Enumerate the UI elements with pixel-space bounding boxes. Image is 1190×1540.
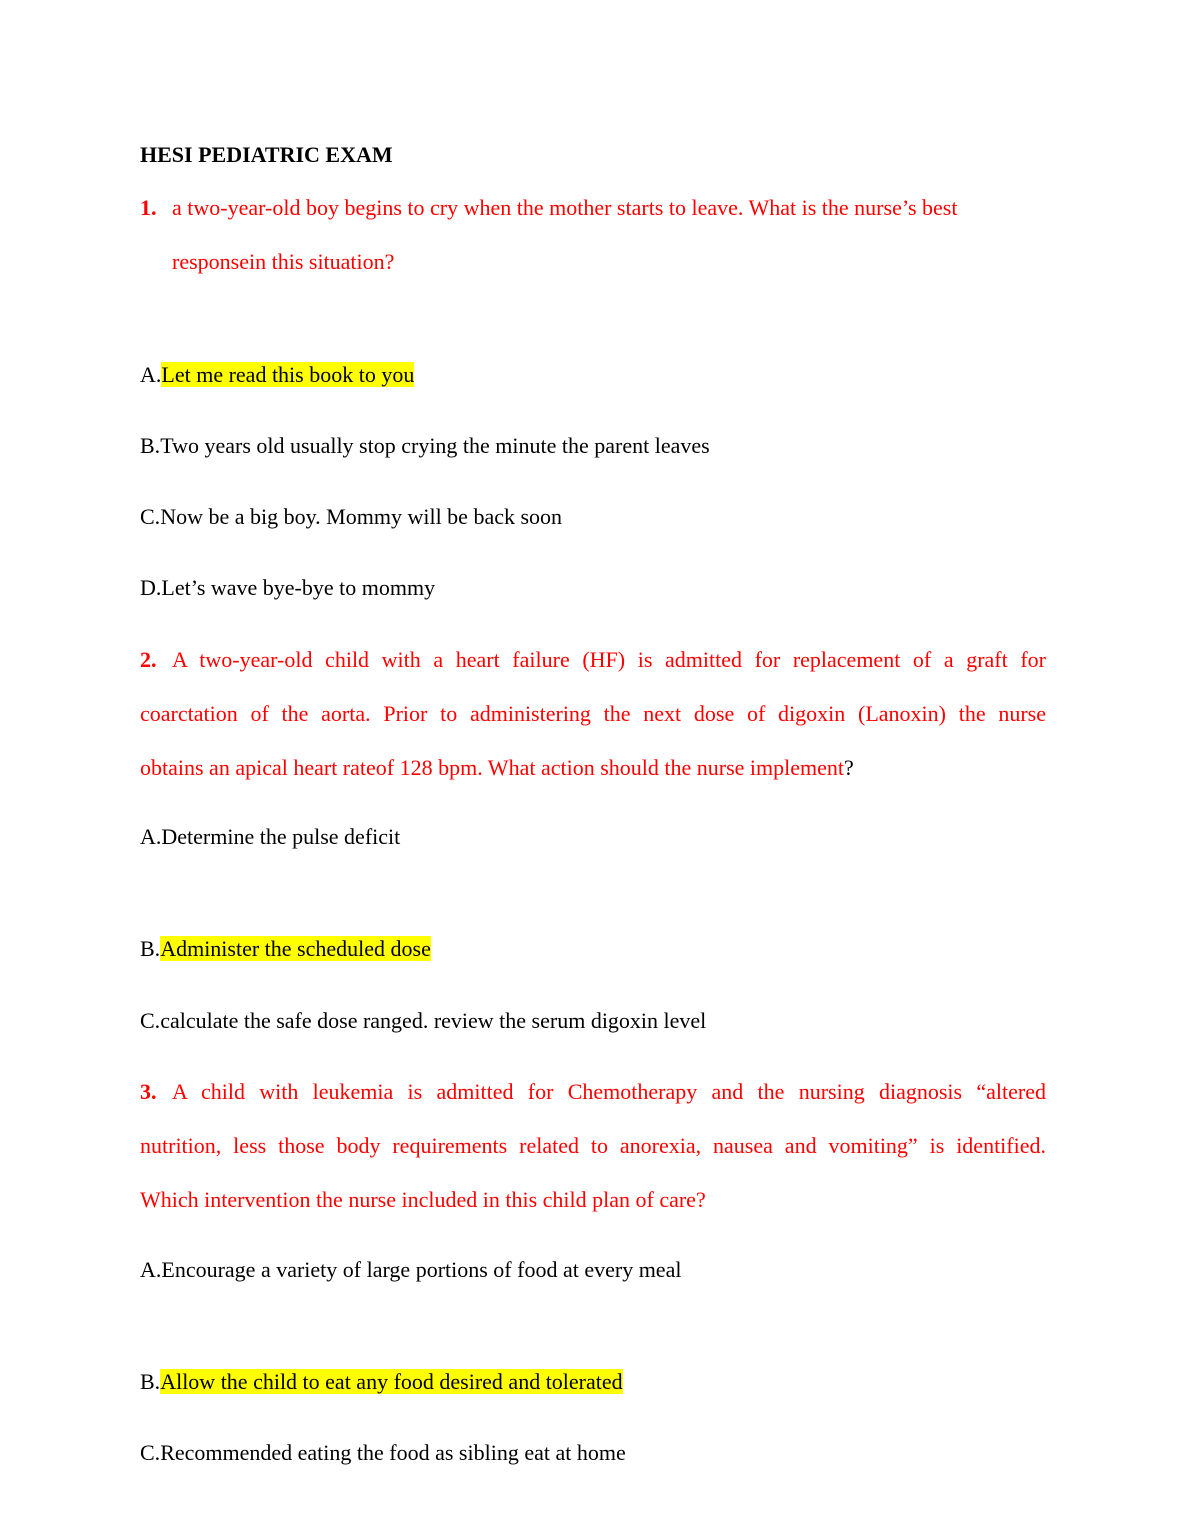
option-letter: A. <box>140 1257 162 1282</box>
option-text-highlighted: Allow the child to eat any food desired and tolerated <box>160 1369 623 1394</box>
option-letter: C. <box>140 1440 161 1465</box>
question-2-option-b <box>140 935 431 963</box>
option-letter: C. <box>140 1008 161 1033</box>
option-text: Determine the pulse deficit <box>161 824 401 849</box>
question-1-option-a <box>140 361 414 389</box>
question-1-option-b <box>140 432 710 460</box>
option-text: Let’s wave bye-bye to mommy <box>161 575 436 600</box>
option-text: Recommended eating the food as sibling eat at home <box>160 1440 626 1465</box>
question-2-trailing-mark: ? <box>844 755 854 780</box>
question-3-line-2: nutrition, less those body requirements related to anorexia, nausea and vomiting” is identified. <box>140 1133 1046 1158</box>
question-3-number: 3. <box>140 1079 157 1104</box>
option-letter: D. <box>140 575 162 600</box>
question-1-number: 1. <box>140 195 157 220</box>
option-text: Encourage a variety of large portions of food at every meal <box>161 1257 682 1282</box>
question-3-line-1 <box>140 1078 1046 1106</box>
option-text: calculate the safe dose ranged. review the serum digoxin level <box>160 1008 707 1033</box>
question-3-option-a <box>140 1256 681 1284</box>
option-letter: B. <box>140 1369 161 1394</box>
question-2-option-a <box>140 823 400 851</box>
option-text-highlighted: Administer the scheduled dose <box>160 936 431 961</box>
option-letter: A. <box>140 824 162 849</box>
question-1-text-1: a two-year-old boy begins to cry when the mother starts to leave. What is the nurse’s best <box>172 195 958 220</box>
question-1-line-2: responsein this situation? <box>172 249 395 274</box>
question-3-option-b <box>140 1368 623 1396</box>
question-1-option-c <box>140 503 562 531</box>
page-title: HESI PEDIATRIC EXAM <box>140 142 393 167</box>
option-text: Two years old usually stop crying the minute the parent leaves <box>160 433 710 458</box>
question-2-text-3: obtains an apical heart rateof 128 bpm. What action should the nurse implement <box>140 755 844 780</box>
question-2-line-1 <box>140 646 1046 674</box>
question-3-option-c <box>140 1439 626 1467</box>
question-2-text-1: A two-year-old child with a heart failure (HF) is admitted for replacement of a graft for <box>172 647 1046 672</box>
option-letter: B. <box>140 433 161 458</box>
question-3-line-3: Which intervention the nurse included in this child plan of care? <box>140 1187 706 1212</box>
option-letter: A. <box>140 362 162 387</box>
question-2-line-3 <box>140 754 854 782</box>
question-2-line-2: coarctation of the aorta. Prior to administering the next dose of digoxin (Lanoxin) the nurse <box>140 701 1046 726</box>
question-2-option-c <box>140 1007 706 1035</box>
option-letter: C. <box>140 504 161 529</box>
option-letter: B. <box>140 936 161 961</box>
question-1-line-1 <box>140 194 957 222</box>
option-text: Now be a big boy. Mommy will be back soon <box>160 504 563 529</box>
option-text-highlighted: Let me read this book to you <box>161 362 415 387</box>
question-2-number: 2. <box>140 647 157 672</box>
question-3-text-1: A child with leukemia is admitted for Chemotherapy and the nursing diagnosis “altered <box>172 1079 1046 1104</box>
question-1-option-d <box>140 574 435 602</box>
